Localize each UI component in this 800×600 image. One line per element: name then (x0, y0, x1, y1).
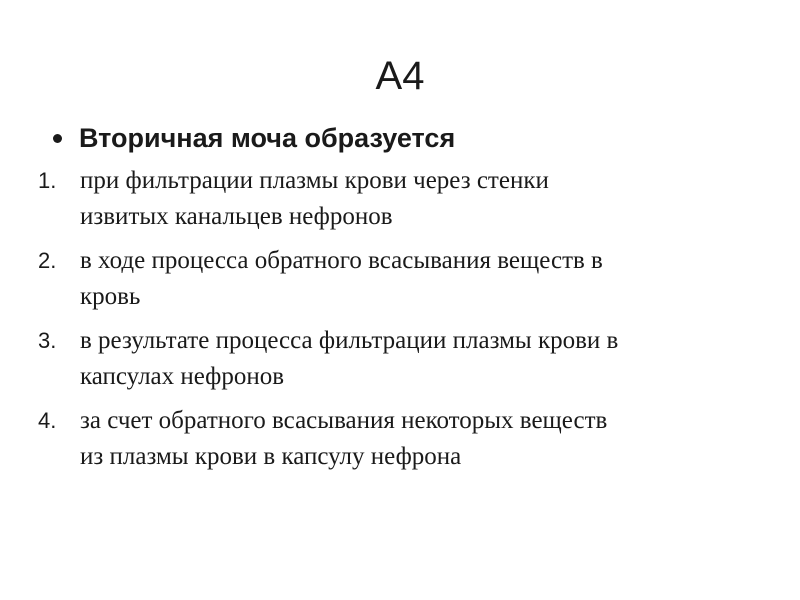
answer-options-list (38, 163, 768, 483)
option-number: 3. (38, 328, 57, 353)
slide-title: А4 (375, 54, 425, 98)
option-text: при фильтрации плазмы крови через стенки извитых канальцев нефронов (80, 167, 549, 230)
option-text: в ходе процесса обратного всасывания веществ в кровь (80, 247, 603, 310)
option-number: 2. (38, 248, 57, 273)
question-text: Вторичная моча образуется (79, 122, 456, 153)
answer-option-2 (38, 243, 768, 315)
option-number: 4. (38, 408, 57, 433)
answer-option-3 (38, 323, 768, 395)
bullet-dot-icon (53, 134, 62, 143)
answer-option-4 (38, 403, 768, 475)
option-number: 1. (38, 168, 57, 193)
answer-option-1 (38, 163, 768, 235)
question-bullet (50, 120, 455, 156)
option-text: в результате процесса фильтрации плазмы крови в капсулах нефронов (80, 327, 619, 390)
option-text: за счет обратного всасывания некоторых веществ из плазмы крови в капсулу нефрона (80, 407, 608, 470)
